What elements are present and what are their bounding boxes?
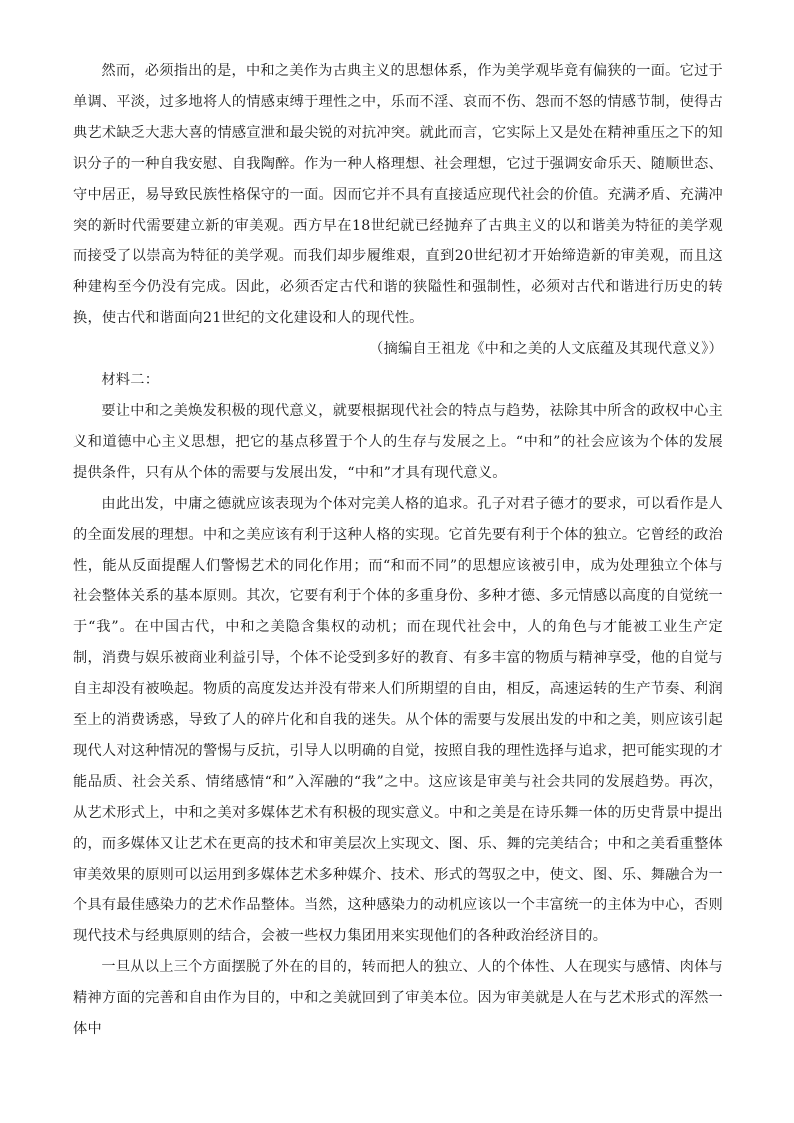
paragraph-critique: 然而，必须指出的是，中和之美作为古典主义的思想体系，作为美学观毕竟有偏狭的一面。它过于单调、平淡，过多地将人的情感束缚于理性之中，乐而不淫、哀而不伤、怨而不怒的情感节制，使得古典艺术缺乏大悲大喜的情感宣泄和最尖锐的对抗冲突。就此而言，它实际上又是处在精神重压之下的知识分子的一种自我安慰、自我陶醉。作为一种人格理想、社会理想，它过于强调安命乐天、随顺世态、守中居正，易导致民族性格保守的一面。因而它并不具有直接适应现代社会的价值。充满矛盾、充满冲突的新时代需要建立新的审美观。西方早在18世纪就已经抛弃了古典主义的以和谐美为特征的美学观而接受了以崇高为特征的美学观。而我们却步履维艰，直到20世纪初才开始缔造新的审美观，而且这种建构至今仍没有完成。因此，必须否定古代和谐的狭隘性和强制性，必须对古代和谐进行历史的转换，使古代和谐面向21世纪的文化建设和人的现代性。 [73,63,723,327]
material-two-label: 材料二： [101,372,160,389]
paragraph-modern-meaning: 要让中和之美焕发积极的现代意义，就要根据现代社会的特点与趋势，祛除其中所含的政权中心主义和道德中心主义思想，把它的基点移置于个人的生存与发展之上。“中和”的社会应该为个体的发展提供条件，只有从个体的需要与发展出发，“中和”才具有现代意义。 [73,402,723,481]
source-citation: （摘编自王祖龙《中和之美的人文底蕴及其现代意义》） [369,341,723,358]
document-page [73,56,723,1045]
paragraph-aesthetic-return: 一旦从以上三个方面摆脱了外在的目的，转而把人的独立、人的个体性、人在现实与感情、肉体与精神方面的完善和自由作为目的，中和之美就回到了审美本位。因为审美就是人在与艺术形式的浑然一体中 [73,959,723,1038]
paragraph-personality-pursuit: 由此出发，中庸之德就应该表现为个体对完美人格的追求。孔子对君子德才的要求，可以看作是人的全面发展的理想。中和之美应该有利于这种人格的实现。它首先要有利于个体的独立。它曾经的政治性，能从反面提醒人们警惕艺术的同化作用；而“和而不同”的思想应该被引申，成为处理独立个体与社会整体关系的基本原则。其次，它要有利于个体的多重身份、多种才德、多元情感以高度的自觉统一于“我”。在中国古代，中和之美隐含集权的动机；而在现代社会中，人的角色与才能被工业生产定制，消费与娱乐被商业利益引导，个体不论受到多好的教育、有多丰富的物质与精神享受，他的自觉与自主却没有被唤起。物质的高度发达并没有带来人们所期望的自由，相反，高速运转的生产节奏、利润至上的消费诱惑，导致了人的碎片化和自我的迷失。从个体的需要与发展出发的中和之美，则应该引起现代人对这种情况的警惕与反抗，引导人以明确的自觉，按照自我的理性选择与追求，把可能实现的才能品质、社会关系、情绪感情“和”入浑融的“我”之中。这应该是审美与社会共同的发展趋势。再次，从艺术形式上，中和之美对多媒体艺术有积极的现实意义。中和之美是在诗乐舞一体的历史背景中提出的，而多媒体又让艺术在更高的技术和审美层次上实现文、图、乐、舞的完美结合；中和之美看重整体审美效果的原则可以运用到多媒体艺术多种媒介、技术、形式的驾驭之中，使文、图、乐、舞融合为一个具有最佳感染力的艺术作品整体。当然，这种感染力的动机应该以一个丰富统一的主体为中心，否则现代技术与经典原则的结合，会被一些权力集团用来实现他们的各种政治经济目的。 [73,495,723,945]
